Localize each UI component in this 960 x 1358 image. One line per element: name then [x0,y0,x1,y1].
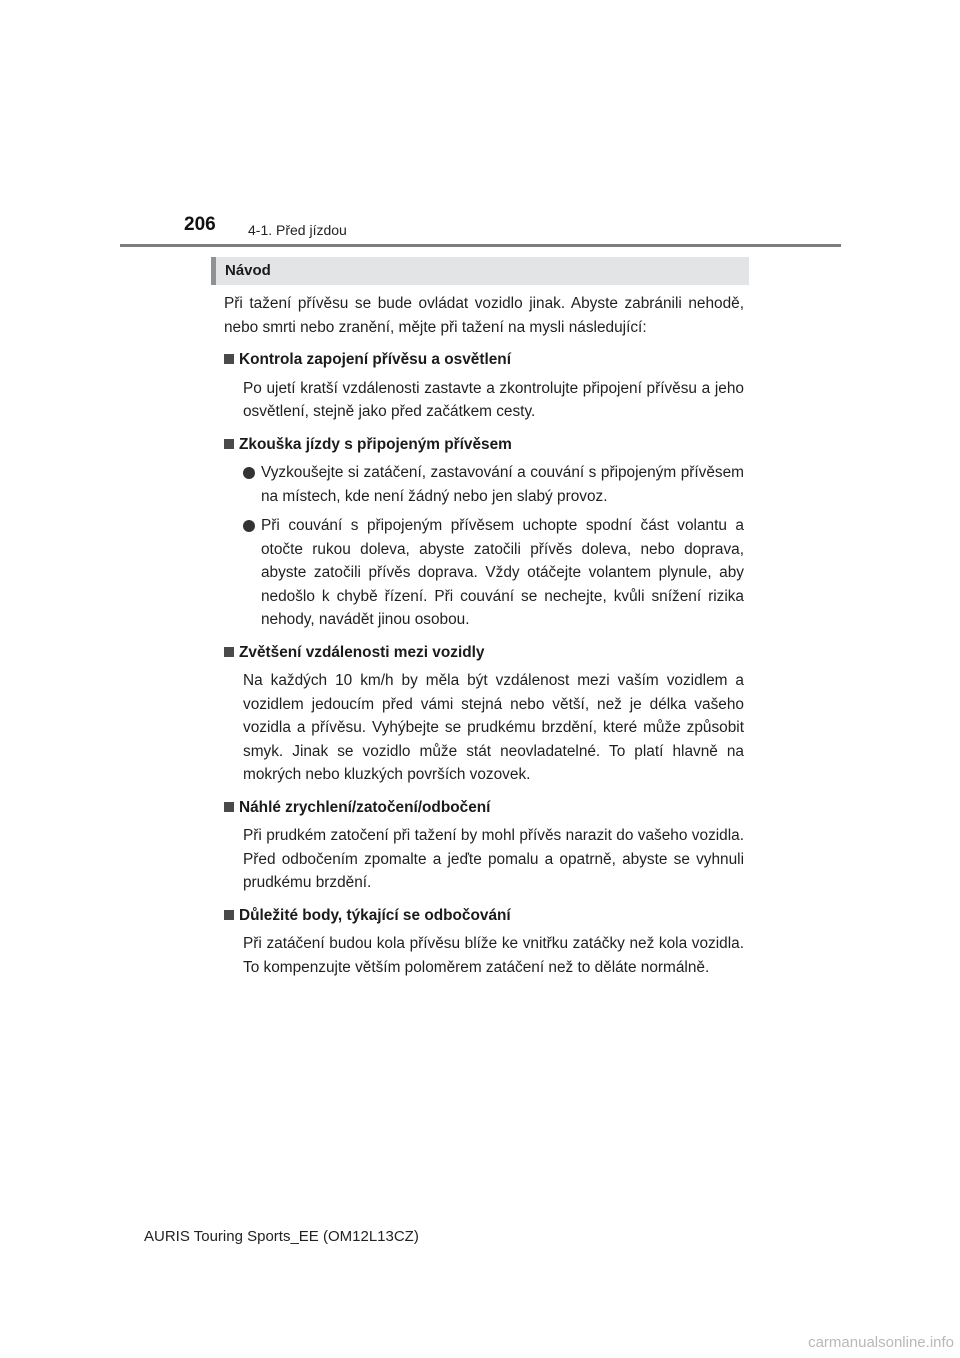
intro-paragraph: Při tažení přívěsu se bude ovládat vozidlo jinak. Abyste zabránili nehodě, nebo smrti nebo zranění, mějte při tažení na mysli následující: [224,295,744,336]
square-bullet-icon [224,802,234,812]
item-trailer-check [224,348,744,424]
list-item [243,461,744,508]
page-number: 206 [184,214,216,235]
item-body: Na každých 10 km/h by měla být vzdálenost mezi vaším vozidlem a vozidlem jedoucím před vámi stejná nebo větší, než je délka vašeho vozidla a přívěsu. Vyhýbejte se prudkému brzdění, které může způsobit smyk. Jinak se vozidlo může stát neovladatelné. To platí hlavně na mokrých nebo kluzkých površích vozovek. [243,672,744,783]
box-header-accent [211,257,216,285]
guide-content [224,292,744,988]
footer-model-code: AURIS Touring Sports_EE (OM12L13CZ) [144,1228,419,1245]
square-bullet-icon [224,439,234,449]
item-heading [224,433,744,457]
watermark: carmanualsonline.info [808,1334,954,1351]
dot-bullet-icon [243,520,255,532]
square-bullet-icon [224,647,234,657]
square-bullet-icon [224,354,234,364]
item-heading-text: Zkouška jízdy s připojeným přívěsem [239,435,512,453]
item-heading-text: Důležité body, týkající se odbočování [239,906,511,924]
item-sudden-maneuvers [224,796,744,895]
item-test-drive [224,433,744,632]
square-bullet-icon [224,910,234,920]
guide-box-header [211,257,749,285]
item-body: Při zatáčení budou kola přívěsu blíže ke vnitřku zatáčky než kola vozidla. To kompenzujte větším poloměrem zatáčení než to děláte normálně. [243,935,744,976]
list-item-text: Vyzkoušejte si zatáčení, zastavování a couvání s připojeným přívěsem na místech, kde není žádný nebo jen slabý provoz. [261,464,744,505]
item-heading [224,796,744,820]
header-rule [120,244,841,247]
item-turning-points [224,904,744,980]
item-heading [224,641,744,665]
box-header-title: Návod [225,262,271,279]
item-heading-text: Kontrola zapojení přívěsu a osvětlení [239,351,511,368]
item-body: Po ujetí kratší vzdálenosti zastavte a zkontrolujte připojení přívěsu a jeho osvětlení, stejně jako před začátkem cesty. [243,379,744,420]
page-header [0,0,960,250]
item-heading [224,904,744,928]
item-heading [224,348,744,372]
list-item [243,514,744,632]
bullet-list [224,461,744,632]
dot-bullet-icon [243,467,255,479]
list-item-text: Při couvání s připojeným přívěsem uchopte spodní část volantu a otočte rukou doleva, abyste zatočili přívěs doleva, nebo doprava, abyste zatočili přívěs doprava. Vždy otáčejte volantem plynule, aby nedošlo k chybě řízení. Při couvání se nechejte, kvůli snížení rizika nehody, navádět jinou osobou. [261,517,744,628]
item-body: Při prudkém zatočení při tažení by mohl přívěs narazit do vašeho vozidla. Před odbočením zpomalte a jeďte pomalu a opatrně, abyste se vyhnuli prudkému brzdění. [243,827,744,891]
section-label: 4-1. Před jízdou [248,222,347,238]
item-heading-text: Náhlé zrychlení/zatočení/odbočení [239,798,491,816]
item-heading-text: Zvětšení vzdálenosti mezi vozidly [239,643,485,661]
item-following-distance [224,641,744,787]
